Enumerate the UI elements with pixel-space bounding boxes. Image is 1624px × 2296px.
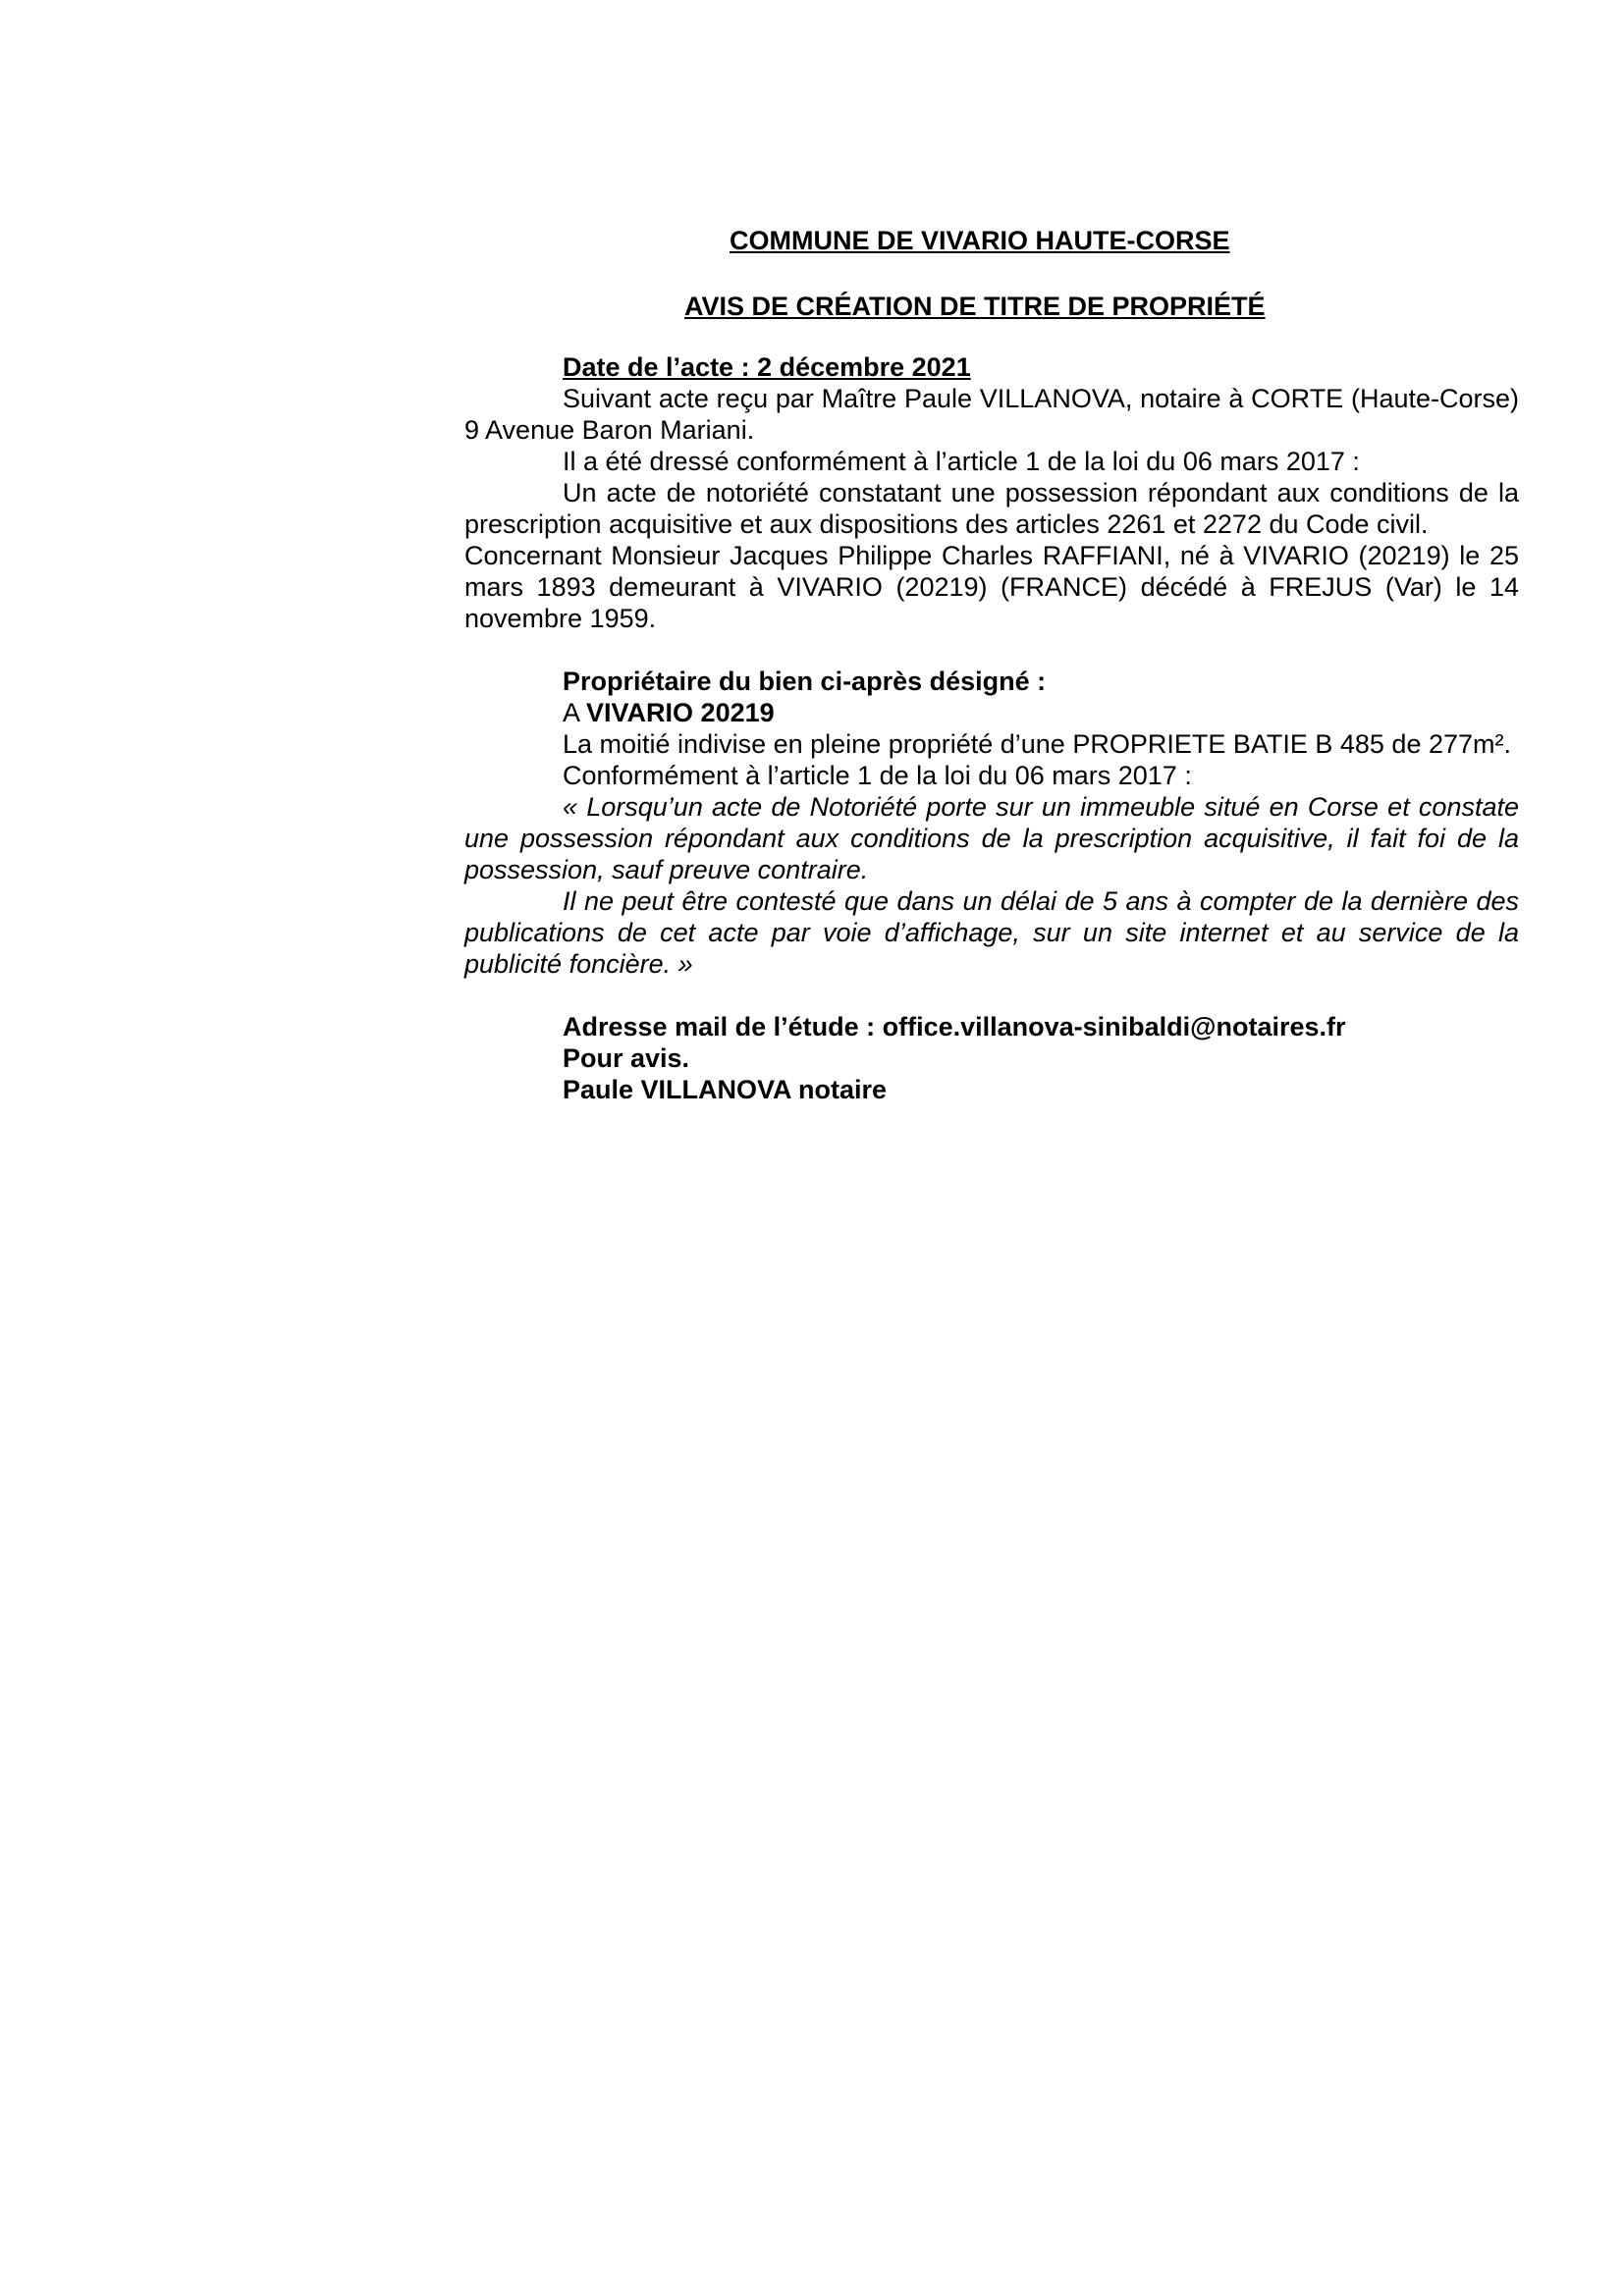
location-value: VIVARIO 20219: [586, 698, 775, 727]
paragraph-notary: Suivant acte reçu par Maître Paule VILLANOVA, notaire à CORTE (Haute-Corse) 9 Avenue Baron Mariani.: [464, 384, 1519, 445]
quote-paragraph-2: Il ne peut être contesté que dans un délai de 5 ans à compter de la dernière des publications de cet acte par voie d’affichage, sur un site internet et au service de la publicité foncière. »: [464, 886, 1519, 979]
commune-title: COMMUNE DE VIVARIO HAUTE-CORSE: [730, 226, 1230, 255]
signature-line: Paule VILLANOVA notaire: [563, 1075, 888, 1104]
location-line: [464, 697, 1519, 728]
paragraph-notoriety-act: Un acte de notoriété constatant une possession répondant aux conditions de la prescription acquisitive et aux dispositions des articles 2261 et 2272 du Code civil.: [464, 478, 1519, 539]
date-heading: Date de l’acte : 2 décembre 2021: [563, 352, 971, 382]
paragraph-law-reference-2: Conformément à l’article 1 de la loi du 06 mars 2017 :: [563, 761, 1192, 790]
paragraph-property: La moitié indivise en pleine propriété d’une PROPRIETE BATIE B 485 de 277m².: [563, 729, 1512, 759]
owner-heading: Propriétaire du bien ci-après désigné :: [563, 667, 1047, 696]
closing-line: Pour avis.: [563, 1043, 690, 1073]
quote-paragraph-1: « Lorsqu’un acte de Notoriété porte sur un immeuble situé en Corse et constate une possession répondant aux conditions de la prescription acquisitive, il fait foi de la possession, sauf preuve contraire.: [464, 792, 1519, 884]
spacer: [464, 634, 1519, 666]
email-line: Adresse mail de l’étude : office.villanova-sinibaldi@notaires.fr: [563, 1012, 1346, 1041]
notice-title: AVIS DE CRÉATION DE TITRE DE PROPRIÉTÉ: [684, 292, 1266, 321]
notice-body: [464, 351, 1519, 1105]
paragraph-law-reference: Il a été dressé conformément à l’article 1 de la loi du 06 mars 2017 :: [563, 447, 1360, 476]
paragraph-concerning: Concernant Monsieur Jacques Philippe Charles RAFFIANI, né à VIVARIO (20219) le 25 mars 1893 demeurant à VIVARIO (20219) (FRANCE) décédé à FREJUS (Var) le 14 novembre 1959.: [464, 541, 1519, 633]
location-prefix: A: [563, 698, 587, 727]
spacer: [464, 980, 1519, 1011]
